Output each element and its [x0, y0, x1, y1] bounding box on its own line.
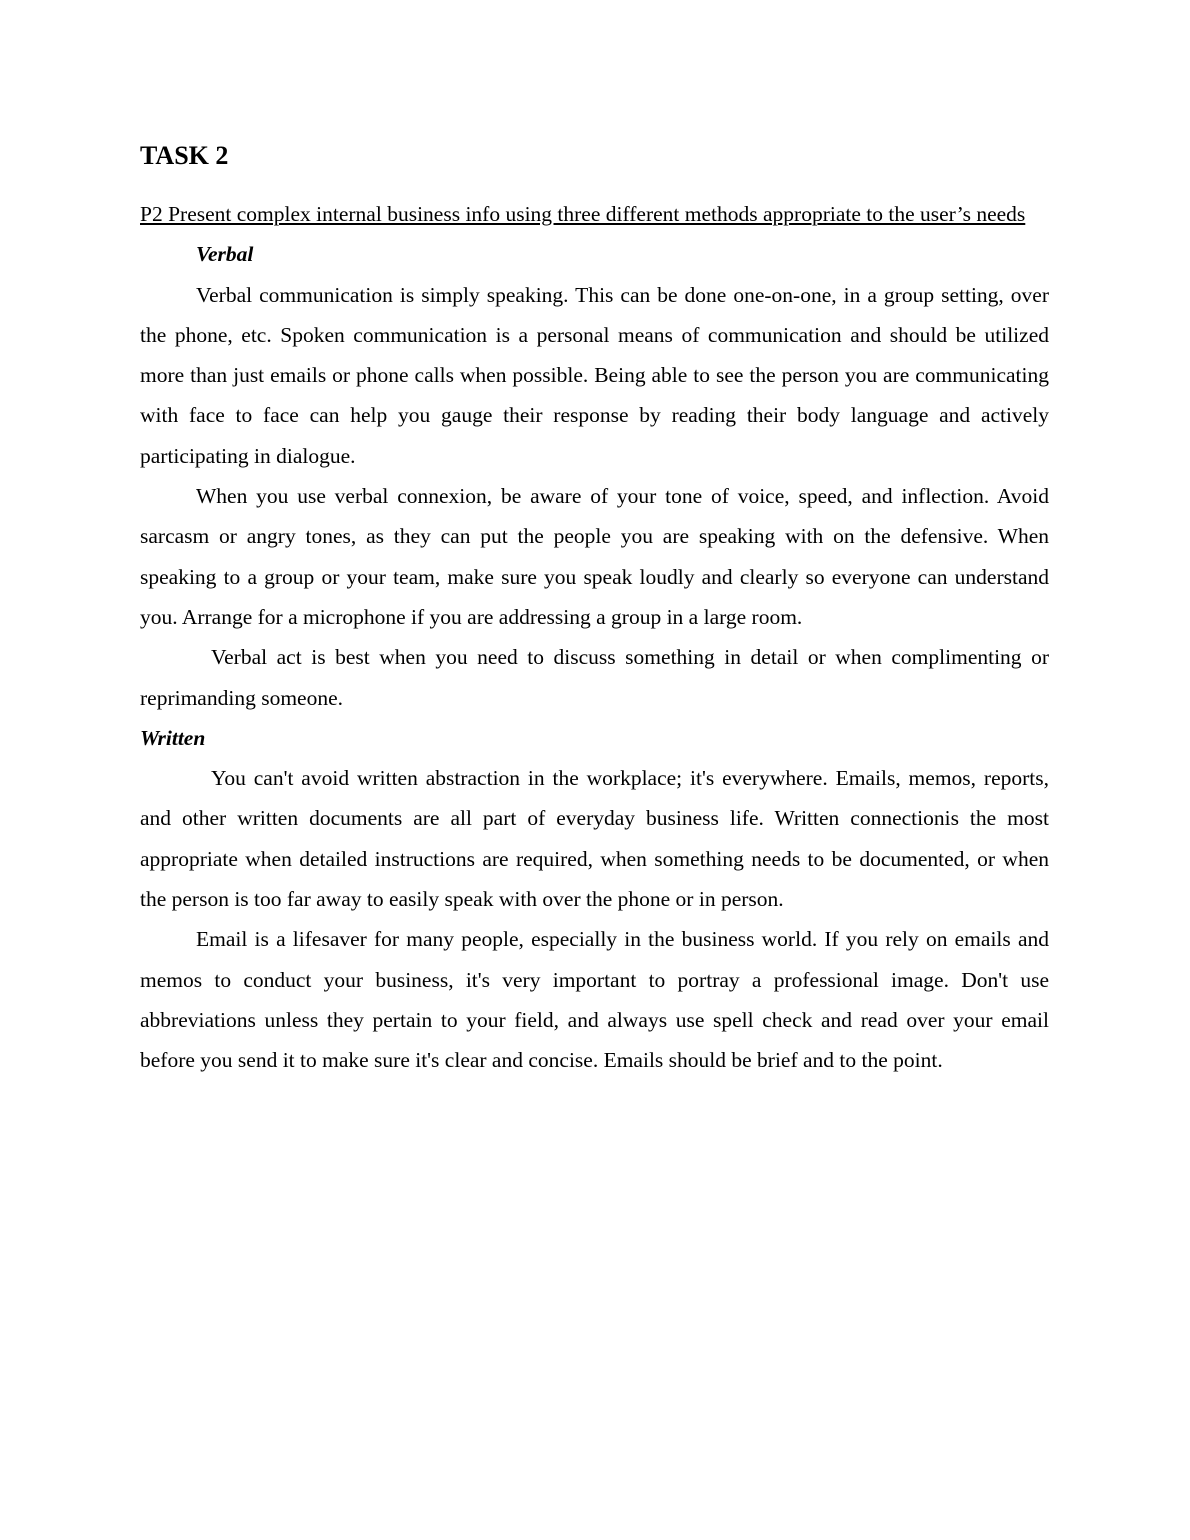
task-heading: TASK 2 [140, 141, 229, 170]
paragraph: Verbal act is best when you need to discuss something in detail or when complimenting or reprimanding someone. [140, 645, 1049, 710]
section-heading-written: Written [140, 725, 206, 750]
task-subtitle: P2 Present complex internal business info using three different methods appropriate to the user’s needs [140, 202, 1026, 226]
paragraph: Verbal communication is simply speaking. This can be done one-on-one, in a group setting, over the phone, etc. Spoken communication is a personal means of communication and should be utilized more than just emails or phone calls when possible. Being able to see the person you are communicating with face to face can help you gauge their response by reading their body language and actively participating in dialogue. [140, 282, 1049, 468]
document-body [140, 138, 1049, 1081]
section-heading-verbal: Verbal [196, 242, 254, 267]
paragraph: Email is a lifesaver for many people, especially in the business world. If you rely on emails and memos to conduct your business, it's very important to portray a professional image. Don't use abbreviations unless they pertain to your field, and always use spell check and read over your email before you send it to make sure it's clear and concise. Emails should be brief and to the point. [140, 927, 1049, 1073]
paragraph: When you use verbal connexion, be aware of your tone of voice, speed, and inflection. Avoid sarcasm or angry tones, as they can put the people you are speaking with on the defensive. When speaking to a group or your team, make sure you speak loudly and clearly so everyone can understand you. Arrange for a microphone if you are addressing a group in a large room. [140, 484, 1049, 629]
paragraph: You can't avoid written abstraction in the workplace; it's everywhere. Emails, memos, reports, and other written documents are all part of everyday business life. Written connectionis the most appropriate when detailed instructions are required, when something needs to be documented, or when the person is too far away to easily speak with over the phone or in person. [140, 766, 1049, 912]
